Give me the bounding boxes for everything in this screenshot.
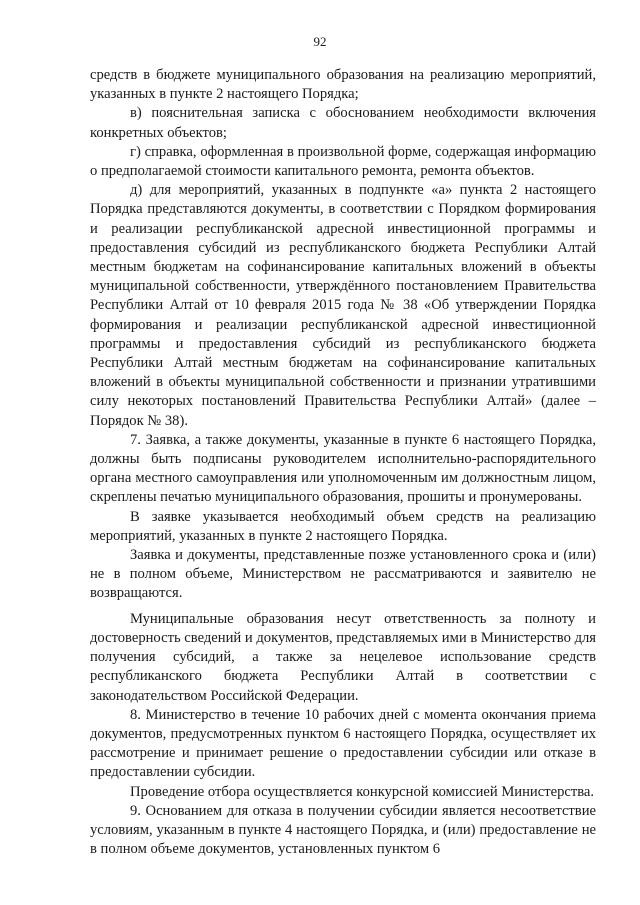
paragraph: 9. Основанием для отказа в получении субсидии является несоответствие условиям, указанным в пункте 4 настоящего Порядка, и (или) предоставление не в полном объеме документов, установленных пунктом 6 [90,802,596,858]
paragraph: 7. Заявка, а также документы, указанные в пункте 6 настоящего Порядка, должны быть подписаны руководителем исполнительно-распорядительного органа местного самоуправления или уполномоченным им должностным лицом, скреплены печатью муниципального образования, прошиты и пронумерованы. [90,431,596,506]
document-body [90,66,596,859]
paragraph: д) для мероприятий, указанных в подпункте «а» пункта 2 настоящего Порядка представляются документы, в соответствии с Порядком формирования и реализации республиканской адресной инвестиционной программы и предоставления субсидий из республиканского бюджета Республики Алтай местным бюджетам на софинансирование капитальных вложений в объекты муниципальной собственности, утверждённого постановлением Правительства Республики Алтай от 10 февраля 2015 года № 38 «Об утверждении Порядка формирования и реализации республиканской адресной инвестиционной программы и предоставления субсидий из республиканского бюджета Республики Алтай местным бюджетам на софинансирование капитальных вложений в объекты муниципальной собственности и признании утратившими силу некоторых постановлений Правительства Республики Алтай» (далее – Порядок № 38). [90,182,596,429]
paragraph: 8. Министерство в течение 10 рабочих дней с момента окончания приема документов, предусмотренных пунктом 6 настоящего Порядка, осуществляет их рассмотрение и принимает решение о предоставлении субсидии или отказе в предоставлении субсидии. [90,706,596,781]
paragraph: г) справка, оформленная в произвольной форме, содержащая информацию о предполагаемой стоимости капитального ремонта, ремонта объектов. [90,143,596,180]
paragraph: в) пояснительная записка с обоснованием необходимости включения конкретных объектов; [90,105,596,141]
paragraph: В заявке указывается необходимый объем средств на реализацию мероприятий, указанных в пункте 2 настоящего Порядка. [90,508,596,544]
paragraph: средств в бюджете муниципального образования на реализацию мероприятий, указанных в пункте 2 настоящего Порядка; [90,67,596,103]
paragraph: Проведение отбора осуществляется конкурсной комиссией Министерства. [130,783,595,800]
page-number: 92 [313,34,327,49]
paragraph: Заявка и документы, представленные позже установленного срока и (или) не в полном объеме, Министерством не рассматриваются и заявителю не возвращаются. [90,547,596,602]
paragraph: Муниципальные образования несут ответственность за полноту и достоверность сведений и документов, представляемых ими в Министерство для получения субсидий, а также за нецелевое использование средств республиканского бюджета Республики Алтай в соответствии с законодательством Российской Федерации. [90,610,596,704]
